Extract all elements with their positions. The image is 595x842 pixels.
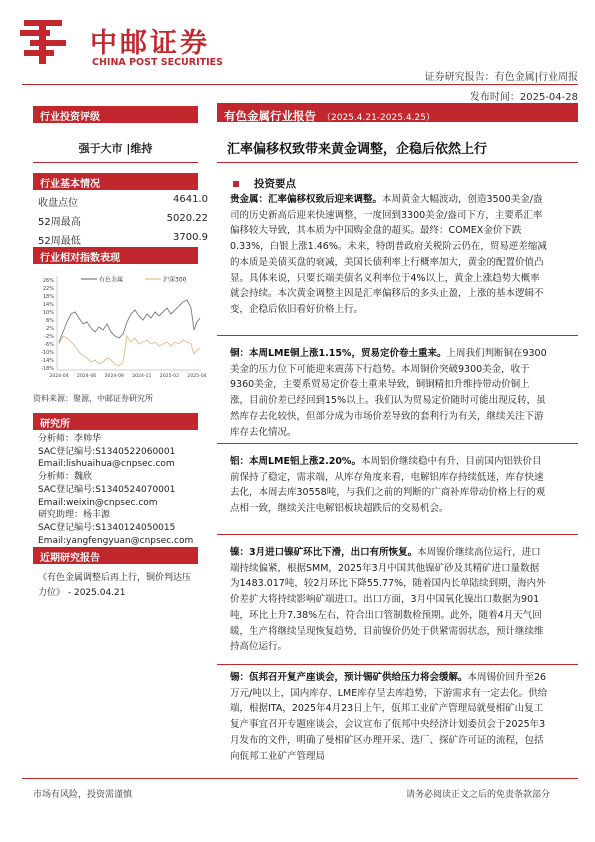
report-title: 有色金属行业报告 [224,109,316,123]
analyst-email[interactable]: Email:lishuaihua@cnpsec.com [38,459,175,470]
y-tick-label: 18% [42,293,54,300]
series-line-nonferrous [59,300,200,342]
brand-name-en: CHINA POST SECURITIES [92,57,223,68]
x-axis-ticks [49,373,206,379]
x-tick-label: 2024-06 [76,374,97,379]
paragraph-aluminum [230,454,548,517]
analyst-line: 分析师：李帅华 [38,434,102,444]
industry-rating: 强于大市 |维持 [78,142,153,155]
paragraph-body: 本周镍价继续高位运行，进口端持续偏紧，根据SMM，2025年3月中国其他镍矿砂及其精矿进口量数据为1483.017吨，较2月环比下降55.77%，随着国内长单陆续到期，海内外价差扩大将持续影响矿端进口。出口方面，3月中国氧化镍出口数据为901吨，环比上升7.38%左右，符合出口管制数检预期。此外，随着4月天气回暖，生产将继续呈现恢复趋势，目前镍价仍处于供紧需弱状态，预计继续维持高位运行。 [230,547,546,653]
company-logo [20,17,223,73]
stat-row [38,213,208,232]
y-tick-label: -14% [41,357,54,364]
legend-label-nonferrous: 有色金属 [99,276,124,284]
analyst-line: SAC登记编号:S1340522060001 [38,446,176,457]
china-post-logo-icon [20,17,70,65]
rating-divider [33,162,198,163]
y-tick-label: -2% [44,333,54,340]
paragraph-lead: 铜：本周LME铜上涨1.15%，贸易定价卷土重来。 [230,348,447,359]
bullet-icon [233,181,239,187]
researchers-section-title: 研究所 [33,413,198,430]
y-tick-label: 26% [42,277,54,284]
recent-report-link[interactable]: 《有色金属调整后再上行，铜价判达压力位》 - 2025.04.21 [38,573,192,598]
risk-disclaimer: 市场有风险，投资需谨慎 [33,790,133,800]
report-headline: 汇率偏移权致带来黄金调整，企稳后依然上行 [227,142,488,157]
y-axis-ticks [41,278,54,372]
report-subtitle: 证券研究报告：有色金属|行业周报 [424,72,578,83]
paragraph-nickel [230,545,548,655]
industry-basics [38,194,208,251]
y-tick-label: 10% [42,309,54,316]
publish-date: 发布时间：2025-04-28 [469,92,578,103]
paragraph-tin [230,670,548,764]
key-points-heading: 投资要点 [254,178,296,190]
y-tick-label: 14% [42,301,54,308]
stat-label: 52周最高 [38,217,81,228]
x-tick-label: 2024-11 [132,374,152,379]
paragraph-lead: 镍：3月进口镍矿环比下滑，出口有所恢复。 [230,547,418,558]
basics-section-title: 行业基本情况 [33,173,198,190]
y-tick-label: 2% [46,325,54,332]
stat-label: 收盘点位 [38,198,78,209]
section-divider [217,443,578,444]
disclaimer-notice: 请务必阅读正文之后的免责条款部分 [405,790,550,800]
analyst-line: 研究助理：杨丰源 [38,510,111,521]
footer-divider [22,778,578,779]
analyst-line: 分析师：魏欣 [38,472,93,483]
paragraph-lead: 贵金属：汇率偏移权致后迎来调整。 [230,194,383,205]
headline-divider [217,162,578,163]
section-divider [217,664,578,665]
section-divider [217,335,578,336]
y-tick-label: 22% [42,285,54,292]
report-period: （2025.4.21-2025.4.25） [322,113,435,123]
chart-section-title: 行业相对指数表现 [33,247,198,264]
report-title-bar [217,103,578,122]
x-tick-label: 2025-02 [159,374,180,379]
rating-section-title: 行业投资评级 [33,106,198,123]
y-tick-label: -18% [41,365,54,372]
x-tick-label: 2024-04 [49,374,69,379]
analyst-line: SAC登记编号:S1340524070001 [38,484,176,495]
stat-value: 3700.9 [173,232,208,243]
paragraph-body: 本周锡价回升至26万元/吨以上，国内库存、LME库存呈去库趋势，下游需求有一定去化。供给端，根据ITA，2025年4月23日上午，佤邦工业矿产管理局就曼相矿山复工复产事宜召开专题座谈会，会议宣布了佤邦中央经济计划委员会于2025年3月发布的文件，明确了曼相矿区办理开采、选厂、探矿许可证的流程，包括向佤邦工业矿产管理局 [230,672,548,762]
section-divider [217,534,578,535]
paragraph-lead: 铝：本周LME铝上涨2.20%。 [230,456,361,467]
analyst-line: SAC登记编号:S1340124050015 [38,522,176,533]
series-line-csi300 [59,336,200,366]
relative-index-chart [33,272,207,382]
paragraph-precious-metals [230,192,548,318]
y-tick-label: -6% [44,341,54,348]
analyst-list [38,433,203,547]
x-tick-label: 2025-04 [187,374,207,379]
y-tick-label: -10% [41,349,54,356]
brand-name-cn: 中邮证券 [90,28,210,59]
stat-label: 52周最低 [38,236,81,247]
y-tick-label: 6% [46,317,54,324]
recent-reports-title: 近期研究报告 [33,547,198,564]
chart-source: 资料来源：聚源，中邮证券研究所 [33,394,153,403]
analyst-email[interactable]: Email:yangfengyuan@cnpsec.com [38,535,194,546]
paragraph-body: 本周黄金大幅波动，创造3500美金/盎司的历史新高后迎来快速调整，一度回到3300美金/盎司下方，主要系汇率偏移较大导致，其本质为中国购金盘的超买。最终：COMEX金价下跌0.33%，白银上涨1.46%。未来，特朗普政府关税阶云仍在，贸易逆差缩减的本质是美债买盘的衰减，美国长债利率上行概率加大，黄金的配置价值凸显。具体来说，只要长端美债名义利率位于4%以上，黄金上涨趋势大概率就会持续。本次黄金调整主因是汇率偏移后的多头止盈，上涨的基本逻辑不变，企稳后依旧看好价格上行。 [230,194,547,315]
stat-row [38,194,208,213]
header-divider [22,84,578,85]
stat-value: 4641.0 [173,194,208,205]
stat-value: 5020.22 [166,213,208,224]
paragraph-lead: 锡：佤邦召开复产座谈会，预计锡矿供给压力将会缓解。 [230,672,468,683]
analyst-email[interactable]: Email:weixin@cnpsec.com [38,497,158,508]
legend-label-csi300: 沪深300 [163,276,187,284]
paragraph-body: 上周我们判断铜在9300美金的压力位下可能迎来震荡下行趋势。本周铜价突破9300美金，收于9360美金，主要系贸易定价卷土重来导致，铜铜精扣升维持带动价铜上涨，目前价差已经回到15%以上。我们认为贸易定价随时可能出现反转，虽然库存去化较快，但部分成为市场价差导致的套利行为有关，继续关注下游库存去化情况。 [230,348,547,438]
paragraph-copper [230,346,548,440]
paragraph-body: 本周铝价继续稳中有升，目前国内铝铁价目前保持了稳定，需求端，从库存角度来看，电解铝库存持续低迷，库存快速去化，本周去库30558吨，与我们之前的判断的广商补库带动价格上行的观点相一致，继续关注电解铝板块超跌后的交易机会。 [230,456,546,515]
x-tick-label: 2024-09 [104,374,124,379]
chart-legend [81,276,187,284]
